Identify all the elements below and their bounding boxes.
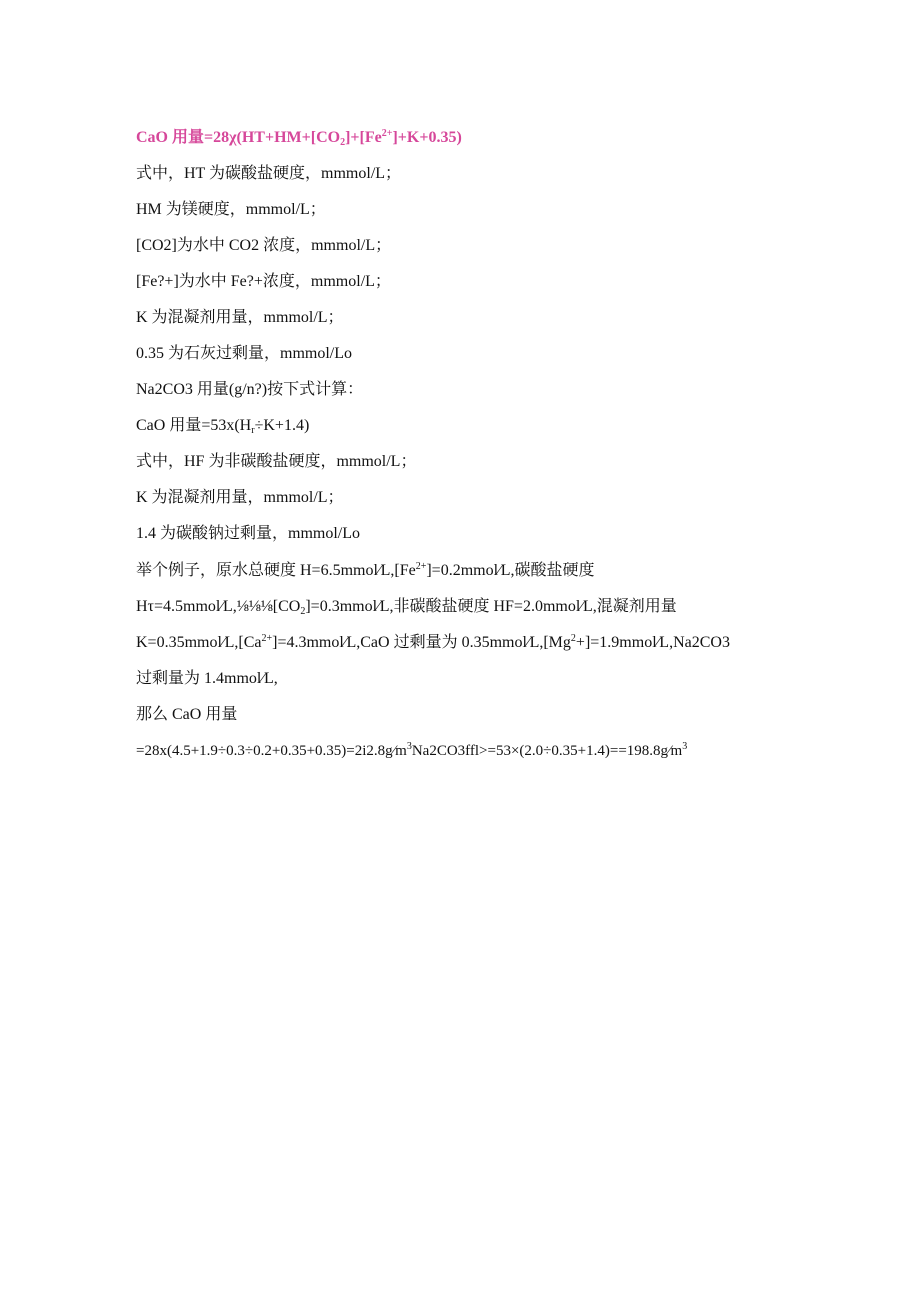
example-text: ]=0.2mmol⁄L,碳酸盐硬度 <box>426 562 595 579</box>
formula-cao-dosage-heading <box>136 128 462 148</box>
example-line <box>136 633 730 653</box>
example-line <box>136 561 594 581</box>
example-line: 过剩量为 1.4mmol⁄L, <box>136 670 278 687</box>
definition-line: 式中，HF 为非碳酸盐硬度，mmmol/L； <box>136 453 417 470</box>
example-text: 举个例子，原水总硬度 H=6.5mmol⁄L,[Fe <box>136 562 416 579</box>
example-text: Na2CO3ffl>=53×(2.0÷0.35+1.4)==198.8g⁄m <box>411 743 683 759</box>
example-text: ]=4.3mmol⁄L,CaO 过剩量为 0.35mmol⁄L,[Mg <box>272 634 571 651</box>
example-text: Hτ=4.5mmol⁄L,⅛⅛⅛[CO <box>136 598 301 615</box>
example-line <box>136 597 677 617</box>
definition-line: [CO2]为水中 CO2 浓度，mmmol/L； <box>136 237 392 254</box>
example-text: +]=1.9mmol⁄L,Na2CO3 <box>575 634 730 651</box>
formula-superscript: 2+ <box>381 128 393 139</box>
definition-line: HM 为镁硬度，mmmol/L； <box>136 201 326 218</box>
example-line: 那么 CaO 用量 <box>136 706 238 723</box>
formula-part: ÷K+1.4) <box>254 417 310 434</box>
example-superscript: 3 <box>682 741 688 752</box>
example-result-line <box>136 741 687 761</box>
formula-part: CaO 用量=53x(H <box>136 417 252 434</box>
formula-part: CaO 用量=28χ(HT+HM+[CO <box>136 129 341 146</box>
definition-line: 0.35 为石灰过剩量，mmmol/Lo <box>136 345 353 362</box>
definition-line: 1.4 为碳酸钠过剩量，mmmol/Lo <box>136 525 361 542</box>
definition-line: Na2CO3 用量(g/n?)按下式计算： <box>136 381 364 398</box>
definition-line: K 为混凝剂用量，mmmol/L； <box>136 489 344 506</box>
example-superscript: 2+ <box>415 561 427 572</box>
example-subscript: 2 <box>300 606 306 617</box>
formula-part: ]+[Fe <box>345 129 382 146</box>
example-superscript: 2+ <box>261 633 273 644</box>
definition-line: K 为混凝剂用量，mmmol/L； <box>136 309 344 326</box>
formula-na2co3-dosage <box>136 416 309 436</box>
definition-line: 式中，HT 为碳酸盐硬度，mmmol/L； <box>136 165 402 182</box>
example-superscript: 2 <box>570 633 576 644</box>
example-text: ]=0.3mmol⁄L,非碳酸盐硬度 HF=2.0mmol⁄L,混凝剂用量 <box>305 598 677 615</box>
formula-subscript: 2 <box>340 137 346 148</box>
formula-subscript: r <box>251 425 255 436</box>
definition-line: [Fe?+]为水中 Fe?+浓度，mmmol/L； <box>136 273 391 290</box>
example-text: =28x(4.5+1.9÷0.3÷0.2+0.35+0.35)=2i2.8g⁄m <box>136 743 407 759</box>
example-superscript: 3 <box>406 741 412 752</box>
example-text: K=0.35mmol⁄L,[Ca <box>136 634 262 651</box>
formula-part: ]+K+0.35) <box>392 129 462 146</box>
